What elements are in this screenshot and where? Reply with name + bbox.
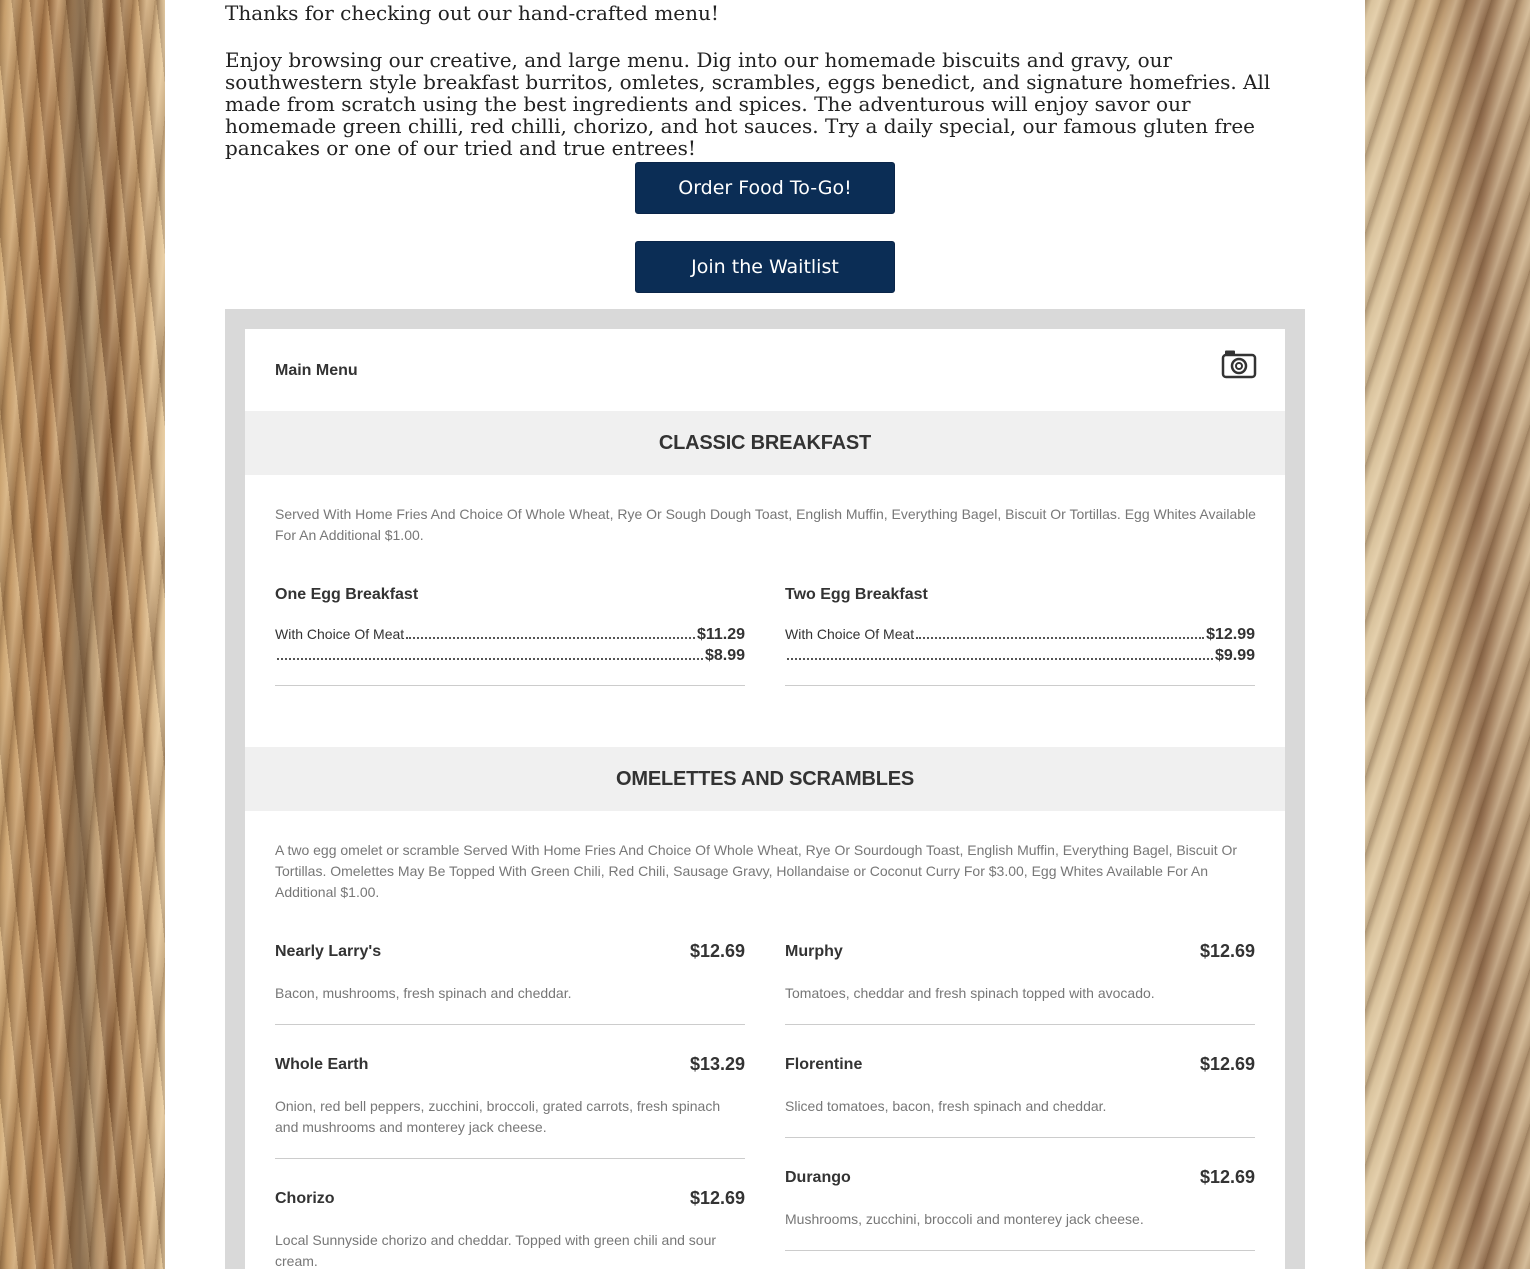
item-name: Chorizo <box>275 1190 335 1207</box>
dot-leader <box>787 658 1213 660</box>
menu-item-nearly-larrys[interactable] <box>275 943 745 1025</box>
menu-item-whole-earth[interactable] <box>275 1056 745 1159</box>
item-description: Sliced tomatoes, bacon, fresh spinach and cheddar. <box>785 1098 1107 1114</box>
menu-panel <box>245 329 1285 1269</box>
join-waitlist-button[interactable]: Join the Waitlist <box>635 241 895 293</box>
item-name: Durango <box>785 1169 851 1186</box>
menu-title: Main Menu <box>275 362 358 379</box>
price-row <box>275 647 745 667</box>
section-description: Served With Home Fries And Choice Of Whole Wheat, Rye Or Sough Dough Toast, English Muffin, Everything Bagel, Biscuit Or Tortillas. Egg Whites Available For An Additional $1.00. <box>275 506 1256 543</box>
menu-item-one-egg-breakfast[interactable] <box>275 586 745 686</box>
divider <box>275 1158 745 1159</box>
item-name: Murphy <box>785 943 843 960</box>
price-value: $8.99 <box>704 647 745 664</box>
price-label: With Choice Of Meat <box>785 626 915 642</box>
price-row <box>785 647 1255 667</box>
divider <box>785 685 1255 686</box>
dot-leader <box>277 658 703 660</box>
item-price: $12.69 <box>1199 1054 1255 1074</box>
item-price: $12.69 <box>1199 1167 1255 1187</box>
item-description: Bacon, mushrooms, fresh spinach and cheddar. <box>275 985 572 1001</box>
divider <box>785 1024 1255 1025</box>
item-price: $13.29 <box>689 1054 745 1074</box>
item-price: $12.69 <box>689 941 745 961</box>
divider <box>275 1024 745 1025</box>
item-price: $12.69 <box>689 1188 745 1208</box>
section-header-omelettes-and-scrambles: OMELETTES AND SCRAMBLES <box>245 747 1285 811</box>
item-price: $12.69 <box>1199 941 1255 961</box>
price-value: $9.99 <box>1214 647 1255 664</box>
order-food-to-go-button[interactable]: Order Food To-Go! <box>635 162 895 214</box>
divider <box>785 1137 1255 1138</box>
page-content <box>165 0 1365 1269</box>
intro-paragraph: Enjoy browsing our creative, and large menu. Dig into our homemade biscuits and gravy, our southwestern style breakfast burritos, omletes, scrambles, eggs benedict, and signature homefries. All made from scratch using the best ingredients and spices. The adventurous will enjoy savor our homemade green chilli, red chilli, chorizo, and hot sauces. Try a daily special, our famous gluten free pancakes or one of our tried and true entrees! <box>225 48 1271 160</box>
menu-header <box>245 329 1285 411</box>
item-description: Tomatoes, cheddar and fresh spinach topped with avocado. <box>785 985 1155 1001</box>
menu-item-chorizo[interactable] <box>275 1190 745 1269</box>
camera-icon[interactable] <box>1221 349 1257 381</box>
dot-leader <box>406 637 695 639</box>
divider <box>785 1250 1255 1251</box>
section-header-classic-breakfast: CLASSIC BREAKFAST <box>245 411 1285 475</box>
intro-thanks: Thanks for checking out our hand-crafted menu! <box>225 1 719 25</box>
price-value: $12.99 <box>1206 626 1255 643</box>
menu-item-florentine[interactable] <box>785 1056 1255 1138</box>
section-description: A two egg omelet or scramble Served With Home Fries And Choice Of Whole Wheat, Rye Or Sourdough Toast, English Muffin, Everything Bagel, Biscuit Or Tortillas. Omelettes May Be Topped With Green Chili, Red Chili, Sausage Gravy, Hollandaise or Coconut Curry For $3.00, Egg Whites Available For An Additional $1.00. <box>275 842 1238 900</box>
price-row <box>785 626 1255 646</box>
menu-frame <box>225 309 1305 1269</box>
item-name: Nearly Larry's <box>275 943 382 960</box>
price-label: With Choice Of Meat <box>275 626 405 642</box>
menu-item-two-egg-breakfast[interactable] <box>785 586 1255 686</box>
price-value: $11.29 <box>696 626 745 643</box>
item-name: Two Egg Breakfast <box>785 586 928 603</box>
item-name: One Egg Breakfast <box>275 586 419 603</box>
divider <box>275 685 745 686</box>
item-description: Local Sunnyside chorizo and cheddar. Topped with green chili and sour cream. <box>275 1232 717 1269</box>
price-row <box>275 626 745 646</box>
menu-item-durango[interactable] <box>785 1169 1255 1251</box>
item-name: Whole Earth <box>275 1056 369 1073</box>
item-description: Mushrooms, zucchini, broccoli and monterey jack cheese. <box>785 1211 1144 1227</box>
item-name: Florentine <box>785 1056 863 1073</box>
item-description: Onion, red bell peppers, zucchini, broccoli, grated carrots, fresh spinach and mushrooms and monterey jack cheese. <box>275 1098 721 1135</box>
wood-background-left <box>60 0 100 1269</box>
menu-item-murphy[interactable] <box>785 943 1255 1025</box>
dot-leader <box>916 637 1204 639</box>
wood-background-right <box>1365 0 1530 1269</box>
